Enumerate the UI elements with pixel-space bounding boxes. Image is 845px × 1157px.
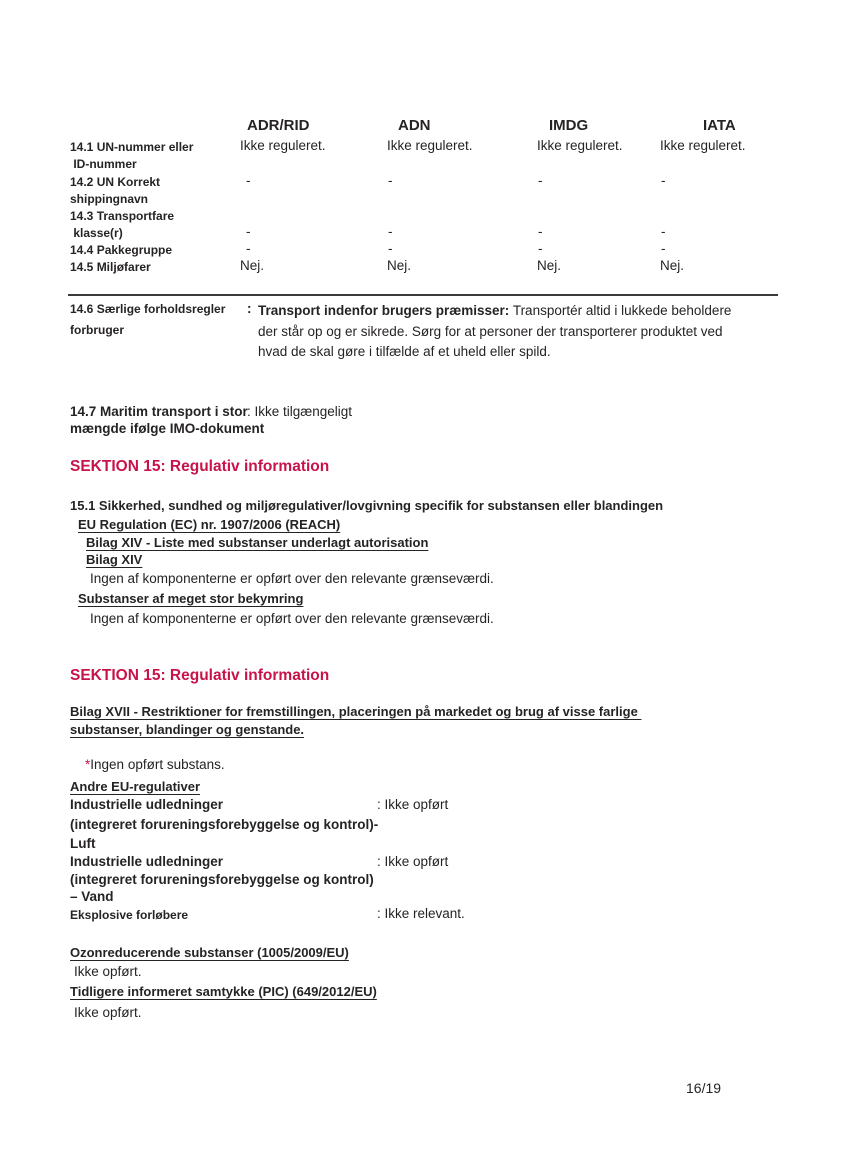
table-cell: -: [388, 241, 393, 256]
page-number: 16/19: [686, 1080, 722, 1096]
svhc-heading: Substanser af meget stor bekymring: [78, 591, 304, 606]
field-label-14-6: 14.6 Særlige forholdsregler: [70, 302, 226, 316]
table-cell: -: [538, 173, 543, 188]
table-cell: -: [661, 173, 666, 188]
field-label-14-6-line2: forbruger: [70, 323, 124, 337]
industrial-emissions-water-value: : Ikke opført: [377, 854, 449, 869]
explosive-precursors-label: Eksplosive forløbere: [70, 908, 189, 922]
field-label-14-5: 14.5 Miljøfarer: [70, 260, 151, 274]
field-label-14-3-line2: klasse(r): [70, 226, 123, 240]
special-precautions-bold-intro: Transport indenfor brugers præmisser:: [258, 303, 510, 318]
industrial-emissions-air-label-line2: (integreret forureningsforebyggelse og kontrol)-: [70, 817, 379, 832]
field-label-14-7-line2: mængde ifølge IMO-dokument: [70, 421, 265, 436]
bilag-xiv-result-text: Ingen af komponenterne er opført over den relevante grænseværdi.: [90, 571, 494, 586]
table-cell: -: [388, 224, 393, 239]
field-label-14-2: 14.2 UN Korrekt: [70, 175, 161, 189]
column-header-adr-rid: ADR/RID: [247, 117, 310, 134]
subsection-15-1-heading: 15.1 Sikkerhed, sundhed og miljøregulativer/lovgivning specifik for substansen eller blandingen: [70, 498, 664, 513]
field-value-14-7: : Ikke tilgængeligt: [247, 404, 353, 419]
table-cell: Nej.: [537, 258, 562, 273]
table-cell: -: [246, 241, 251, 256]
field-label-14-2-line2: shippingnavn: [70, 192, 148, 206]
field-label-14-4: 14.4 Pakkegruppe: [70, 243, 173, 257]
table-cell: -: [538, 224, 543, 239]
table-cell: Ikke reguleret.: [537, 138, 623, 153]
bilag-xvii-heading-line1: Bilag XVII - Restriktioner for fremstillingen, placeringen på markedet og brug af visse farlige: [70, 704, 642, 719]
table-cell: Nej.: [240, 258, 265, 273]
industrial-emissions-water-label: Industrielle udledninger: [70, 854, 224, 869]
table-cell: Nej.: [387, 258, 412, 273]
table-cell: Nej.: [660, 258, 685, 273]
field-separator-colon: :: [247, 301, 256, 316]
section-15-heading-first: SEKTION 15: Regulativ information: [70, 458, 330, 475]
table-cell: Ikke reguleret.: [660, 138, 746, 153]
table-cell: Ikke reguleret.: [387, 138, 473, 153]
ozone-depleting-heading: Ozonreducerende substanser (1005/2009/EU): [70, 945, 349, 960]
industrial-emissions-water-label-line2: (integreret forureningsforebyggelse og kontrol): [70, 872, 374, 887]
special-precautions-body: Transportér altid i lukkede beholdere der står op og er sikrede. Sørg for at personer der transporterer produktet ved hvad de skal gøre i tilfælde af et uheld eller spild.: [258, 303, 732, 360]
industrial-emissions-air-label: Industrielle udledninger: [70, 797, 224, 812]
field-label-14-1: 14.1 UN-nummer eller: [70, 140, 194, 154]
ozone-depleting-result-text: Ikke opført.: [74, 964, 142, 979]
table-cell: -: [246, 173, 251, 188]
table-cell: Ikke reguleret.: [240, 138, 326, 153]
explosive-precursors-value: : Ikke relevant.: [377, 906, 465, 921]
special-precautions-text: [258, 301, 752, 363]
bilag-xiv-heading: Bilag XIV: [86, 552, 143, 567]
eu-regulation-reach-heading: EU Regulation (EC) nr. 1907/2006 (REACH): [78, 517, 341, 532]
table-cell: -: [661, 224, 666, 239]
industrial-emissions-air-value: : Ikke opført: [377, 797, 449, 812]
industrial-emissions-water-label-line3: – Vand: [70, 889, 114, 904]
column-header-imdg: IMDG: [549, 117, 589, 134]
table-cell: -: [538, 241, 543, 256]
section-15-heading-second: SEKTION 15: Regulativ information: [70, 667, 330, 684]
pic-heading: Tidligere informeret samtykke (PIC) (649/2012/EU): [70, 984, 377, 999]
table-cell: -: [388, 173, 393, 188]
table-cell: -: [246, 224, 251, 239]
industrial-emissions-air-label-line3: Luft: [70, 836, 96, 851]
other-eu-regulations-heading: Andre EU-regulativer: [70, 779, 201, 794]
horizontal-divider: [68, 294, 778, 296]
no-listed-substance-text: Ingen opført substans.: [90, 756, 225, 772]
pic-result-text: Ikke opført.: [74, 1005, 142, 1020]
bilag-xiv-list-heading: Bilag XIV - Liste med substanser underlagt autorisation: [86, 535, 429, 550]
asterisk-marker: *: [85, 756, 91, 772]
svhc-result-text: Ingen af komponenterne er opført over den relevante grænseværdi.: [90, 611, 494, 626]
field-label-14-3: 14.3 Transportfare: [70, 209, 175, 223]
column-header-iata: IATA: [703, 117, 736, 134]
field-label-14-1-line2: ID-nummer: [70, 157, 137, 171]
column-header-adn: ADN: [398, 117, 431, 134]
table-cell: -: [661, 241, 666, 256]
field-label-14-7: 14.7 Maritim transport i stor: [70, 404, 248, 419]
bilag-xvii-heading-line2: substanser, blandinger og genstande.: [70, 722, 305, 737]
